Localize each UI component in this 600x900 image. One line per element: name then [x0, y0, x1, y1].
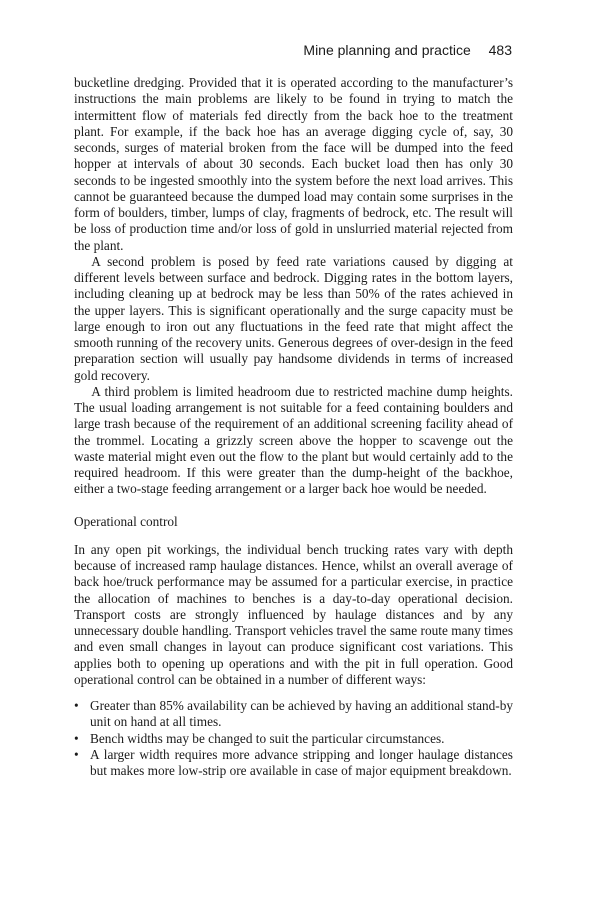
body-text — [74, 75, 513, 779]
bullet-icon: • — [74, 730, 79, 746]
running-title: Mine planning and practice — [303, 42, 471, 58]
paragraph-second-problem: A second problem is posed by feed rate variations caused by digging at different levels between surface and bedrock. Digging rates in the bottom layers, including cleaning up at bedrock may be less than 50% of the rates achieved in the upper layers. This is significant operationally and the surge capacity must be large enough to iron out any fluctuations in the feed rate that might affect the smooth running of the recovery units. Generous degrees of over-design in the feed preparation section will usually pay handsome dividends in terms of increased gold recovery. — [74, 253, 513, 383]
bullet-item — [74, 747, 513, 780]
bullet-item — [74, 731, 513, 747]
bullet-item — [74, 698, 513, 731]
running-header — [303, 42, 512, 58]
bullet-icon: • — [74, 698, 79, 713]
section-heading: Operational control — [74, 513, 178, 529]
bullet-text: A larger width requires more advance stripping and longer haulage distances but makes more low-strip ore available in case of major equipment breakdown. — [90, 746, 513, 778]
bullet-icon: • — [74, 746, 79, 762]
paragraph-continuation: bucketline dredging. Provided that it is operated according to the manufacturer’s instructions the main problems are likely to be found in trying to match the intermittent flow of materials fed directly from the back hoe to the treatment plant. For example, if the back hoe has an average digging cycle of, say, 30 seconds, surges of material broken from the face will be dumped into the feed hopper at intervals of about 30 seconds. Each bucket load then has only 30 seconds to be ingested smoothly into the system before the next load arrives. This cannot be guaranteed because the dumped load may contain some surprises in the form of boulders, timber, lumps of clay, fragments of bedrock, etc. The result will be loss of production time and/or loss of gold in unslurried material rejected from the plant. — [74, 75, 513, 253]
paragraph-operational-control: In any open pit workings, the individual bench trucking rates vary with depth because of increased ramp haulage distances. Hence, whilst an overall average of back hoe/truck performance may be assumed for a particular exercise, in practice the allocation of machines to benches is a day-to-day operational decision. Transport costs are strongly influenced by haulage distances and by any unnecessary double handling. Transport vehicles travel the same route many times and even small changes in layout can produce significant cost variations. This applies both to opening up operations and with the pit in full operation. Good operational control can be obtained in a number of different ways: — [74, 541, 513, 687]
bullet-text: Greater than 85% availability can be achieved by having an additional stand-by unit on hand at all times. — [90, 698, 513, 730]
bullet-list — [74, 698, 513, 779]
paragraph-third-problem: A third problem is limited headroom due to restricted machine dump heights. The usual loading arrangement is not suitable for a feed containing boulders and large trash because of the requirement of an additional screening facility ahead of the trommel. Locating a grizzly screen above the hopper to scavenge out the waste material might even out the flow to the plant but would certainly add to the required headroom. If this were greater than the dump-height of the backhoe, either a two-stage feeding arrangement or a larger back hoe would be needed. — [74, 383, 513, 497]
page-number: 483 — [488, 42, 512, 58]
bullet-text: Bench widths may be changed to suit the particular circumstances. — [90, 730, 445, 746]
